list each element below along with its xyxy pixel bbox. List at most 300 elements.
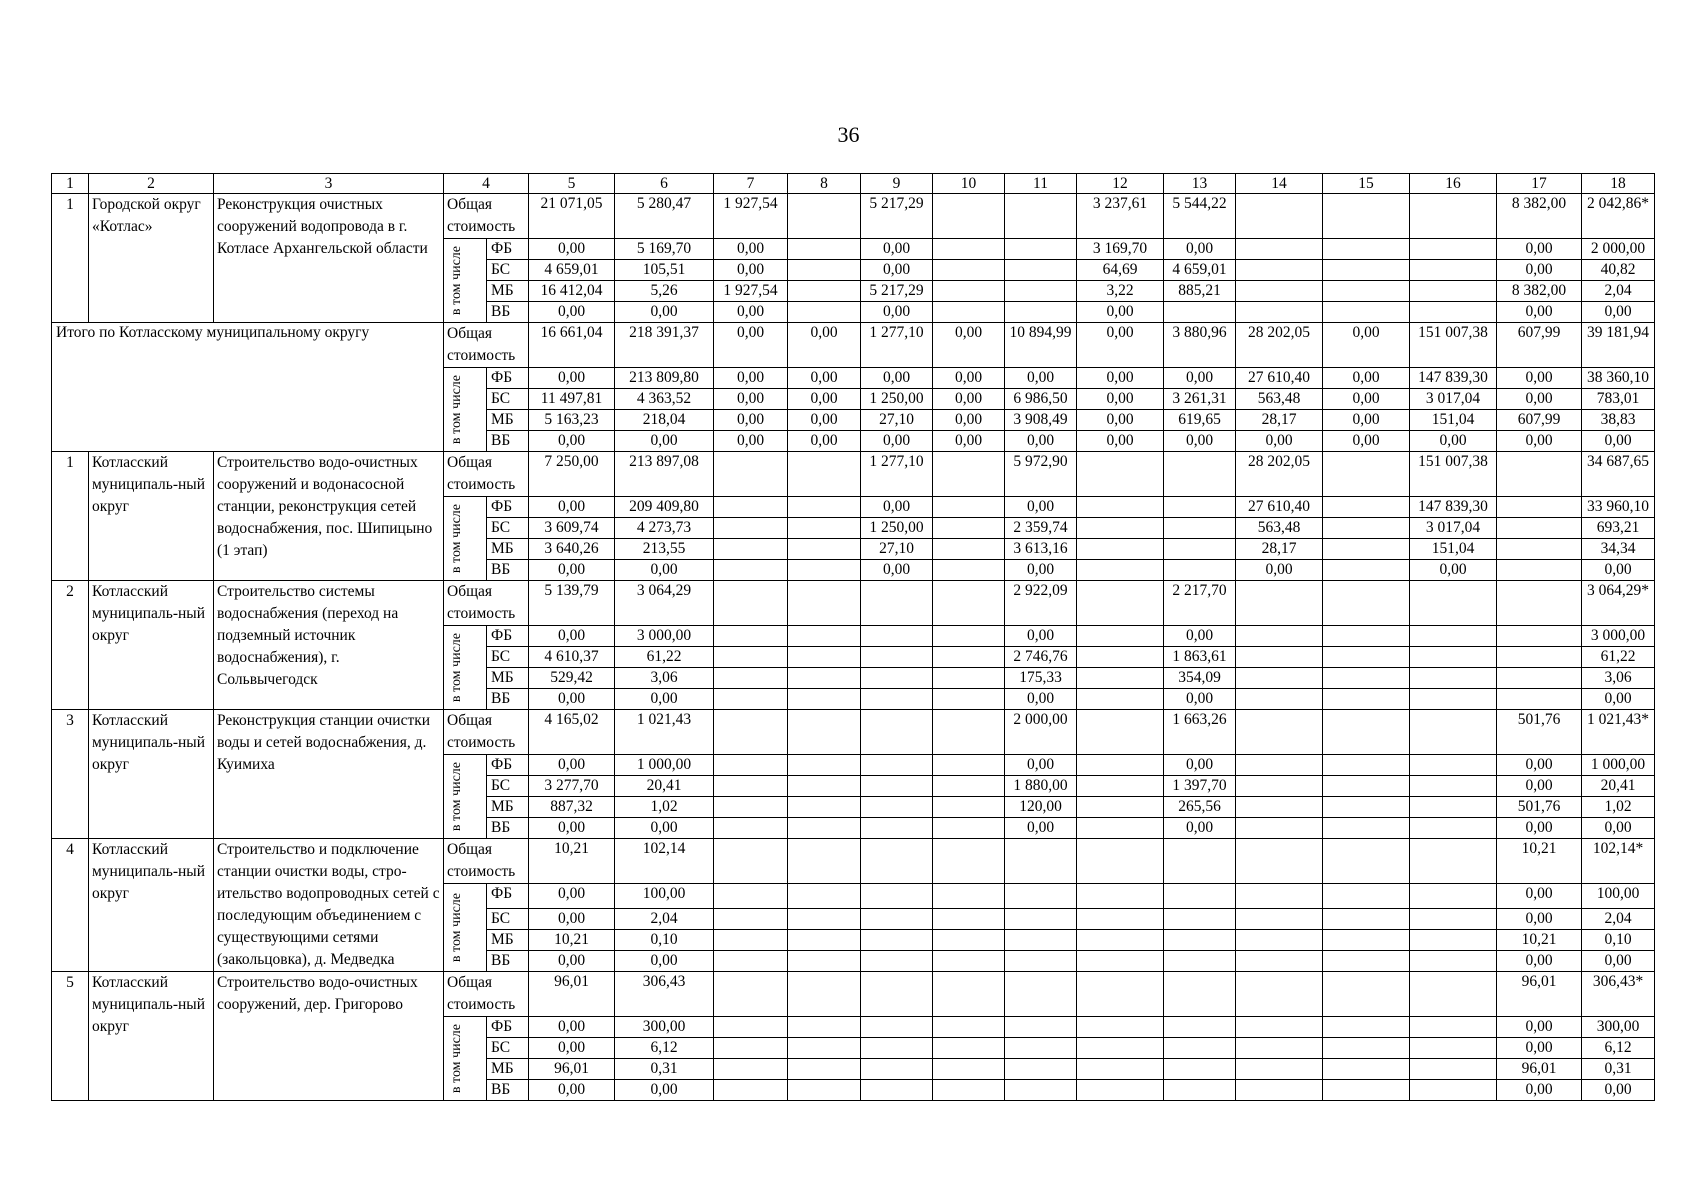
- value-cell: 619,65: [1164, 410, 1236, 431]
- value-cell: 1 397,70: [1164, 776, 1236, 797]
- value-cell: 1 021,43: [615, 710, 714, 755]
- value-cell: 0,10: [1582, 930, 1655, 951]
- value-cell: 5 169,70: [615, 239, 714, 260]
- value-cell: [861, 647, 933, 668]
- value-cell: [1497, 518, 1582, 539]
- funding-source-label: БС: [487, 518, 529, 539]
- value-cell: 27 610,40: [1236, 368, 1323, 389]
- value-cell: [1323, 710, 1410, 755]
- column-header: 8: [788, 174, 861, 194]
- value-cell: 2 922,09: [1005, 581, 1077, 626]
- value-cell: [788, 302, 861, 323]
- block-name: Городской округ «Котлас»: [89, 194, 214, 323]
- value-cell: 0,00: [1005, 560, 1077, 581]
- value-cell: 2 042,86*: [1582, 194, 1655, 239]
- value-cell: [788, 452, 861, 497]
- value-cell: 306,43*: [1582, 972, 1655, 1017]
- value-cell: 0,00: [615, 302, 714, 323]
- value-cell: [1005, 239, 1077, 260]
- value-cell: 120,00: [1005, 797, 1077, 818]
- value-cell: 0,00: [1005, 497, 1077, 518]
- value-cell: 887,32: [529, 797, 615, 818]
- value-cell: 0,00: [714, 302, 788, 323]
- value-cell: [1164, 951, 1236, 972]
- value-cell: [1236, 239, 1323, 260]
- value-cell: 607,99: [1497, 410, 1582, 431]
- total-cost-label: Общая стоимость: [444, 839, 529, 884]
- value-cell: [714, 951, 788, 972]
- value-cell: [1236, 909, 1323, 930]
- value-cell: 1 880,00: [1005, 776, 1077, 797]
- value-cell: 0,00: [1005, 689, 1077, 710]
- column-header: 5: [529, 174, 615, 194]
- value-cell: 0,00: [861, 560, 933, 581]
- value-cell: 0,00: [1582, 560, 1655, 581]
- value-cell: 0,00: [1497, 1038, 1582, 1059]
- value-cell: 0,00: [714, 431, 788, 452]
- value-cell: [1323, 972, 1410, 1017]
- value-cell: 28,17: [1236, 539, 1323, 560]
- value-cell: [1323, 260, 1410, 281]
- value-cell: [1236, 260, 1323, 281]
- value-cell: [1077, 647, 1164, 668]
- block-name: Котласский муниципаль-ный округ: [89, 452, 214, 581]
- funding-source-label: БС: [487, 1038, 529, 1059]
- value-cell: [861, 839, 933, 884]
- including-vertical-label: [444, 755, 487, 839]
- value-cell: [788, 647, 861, 668]
- value-cell: [1323, 539, 1410, 560]
- value-cell: [1323, 909, 1410, 930]
- value-cell: [1323, 452, 1410, 497]
- value-cell: 151 007,38: [1410, 323, 1497, 368]
- value-cell: 0,00: [529, 497, 615, 518]
- value-cell: 151,04: [1410, 410, 1497, 431]
- block-name: Котласский муниципаль-ный округ: [89, 710, 214, 839]
- value-cell: 0,00: [861, 431, 933, 452]
- value-cell: [714, 776, 788, 797]
- value-cell: 1 863,61: [1164, 647, 1236, 668]
- column-header: 16: [1410, 174, 1497, 194]
- value-cell: 102,14*: [1582, 839, 1655, 884]
- value-cell: [1323, 497, 1410, 518]
- value-cell: [1323, 581, 1410, 626]
- value-cell: 0,00: [1582, 689, 1655, 710]
- value-cell: [1236, 951, 1323, 972]
- block-description: Реконструкция станции очистки воды и сетей водоснабжения, д. Куимиха: [214, 710, 444, 839]
- value-cell: 0,00: [1497, 431, 1582, 452]
- value-cell: [1164, 839, 1236, 884]
- value-cell: 0,00: [1077, 302, 1164, 323]
- value-cell: 0,00: [788, 389, 861, 410]
- block-number: 3: [52, 710, 89, 839]
- value-cell: [714, 497, 788, 518]
- value-cell: [1410, 194, 1497, 239]
- value-cell: 64,69: [1077, 260, 1164, 281]
- value-cell: 0,00: [1497, 755, 1582, 776]
- value-cell: 102,14: [615, 839, 714, 884]
- value-cell: [788, 281, 861, 302]
- value-cell: [1236, 302, 1323, 323]
- value-cell: [714, 560, 788, 581]
- value-cell: 5 972,90: [1005, 452, 1077, 497]
- value-cell: [933, 755, 1005, 776]
- value-cell: [1164, 518, 1236, 539]
- total-cost-label: Общая стоимость: [444, 194, 529, 239]
- value-cell: 20,41: [615, 776, 714, 797]
- including-vertical-label: [444, 1017, 487, 1101]
- value-cell: [1497, 539, 1582, 560]
- value-cell: 7 250,00: [529, 452, 615, 497]
- value-cell: [1077, 497, 1164, 518]
- value-cell: 0,00: [1005, 755, 1077, 776]
- value-cell: [933, 668, 1005, 689]
- value-cell: 1 277,10: [861, 323, 933, 368]
- funding-source-label: БС: [487, 776, 529, 797]
- value-cell: 0,00: [933, 410, 1005, 431]
- value-cell: [1410, 884, 1497, 909]
- value-cell: [1077, 539, 1164, 560]
- value-cell: [933, 776, 1005, 797]
- value-cell: [933, 1080, 1005, 1101]
- value-cell: [1005, 1059, 1077, 1080]
- value-cell: [1164, 972, 1236, 1017]
- value-cell: [1497, 647, 1582, 668]
- value-cell: [1077, 626, 1164, 647]
- value-cell: [788, 518, 861, 539]
- value-cell: [1236, 710, 1323, 755]
- value-cell: [1410, 972, 1497, 1017]
- value-cell: 0,00: [615, 951, 714, 972]
- value-cell: 147 839,30: [1410, 497, 1497, 518]
- including-text: в том числе: [449, 1023, 464, 1094]
- value-cell: [1077, 1059, 1164, 1080]
- value-cell: [1236, 668, 1323, 689]
- value-cell: [1164, 1059, 1236, 1080]
- value-cell: [788, 239, 861, 260]
- funding-source-label: ФБ: [487, 884, 529, 909]
- value-cell: [1236, 1017, 1323, 1038]
- value-cell: 218 391,37: [615, 323, 714, 368]
- value-cell: [788, 755, 861, 776]
- value-cell: 0,00: [1164, 368, 1236, 389]
- value-cell: 213,55: [615, 539, 714, 560]
- value-cell: 5,26: [615, 281, 714, 302]
- value-cell: 3 609,74: [529, 518, 615, 539]
- total-cost-label: Общая стоимость: [444, 452, 529, 497]
- block-description: Строительство водо-очистных сооружений, дер. Григорово: [214, 972, 444, 1101]
- value-cell: 3 613,16: [1005, 539, 1077, 560]
- value-cell: [1077, 839, 1164, 884]
- funding-source-label: ВБ: [487, 951, 529, 972]
- value-cell: 0,31: [1582, 1059, 1655, 1080]
- funding-source-label: ВБ: [487, 1080, 529, 1101]
- including-text: в том числе: [449, 892, 464, 963]
- value-cell: [1164, 909, 1236, 930]
- value-cell: 100,00: [1582, 884, 1655, 909]
- value-cell: 0,00: [529, 689, 615, 710]
- value-cell: 96,01: [1497, 972, 1582, 1017]
- block-name: Итого по Котласскому муниципальному округу: [52, 323, 444, 452]
- value-cell: [933, 839, 1005, 884]
- value-cell: 213 809,80: [615, 368, 714, 389]
- value-cell: 10,21: [1497, 839, 1582, 884]
- funding-source-label: МБ: [487, 1059, 529, 1080]
- value-cell: [788, 497, 861, 518]
- value-cell: [1323, 951, 1410, 972]
- value-cell: [714, 647, 788, 668]
- value-cell: 0,00: [1077, 389, 1164, 410]
- value-cell: [1005, 260, 1077, 281]
- total-cost-label: Общая стоимость: [444, 323, 529, 368]
- value-cell: [1323, 1038, 1410, 1059]
- funding-source-label: МБ: [487, 281, 529, 302]
- value-cell: [714, 839, 788, 884]
- value-cell: 2 746,76: [1005, 647, 1077, 668]
- value-cell: 5 217,29: [861, 281, 933, 302]
- value-cell: [1077, 689, 1164, 710]
- funding-source-label: МБ: [487, 410, 529, 431]
- value-cell: 6 986,50: [1005, 389, 1077, 410]
- value-cell: 5 139,79: [529, 581, 615, 626]
- value-cell: 0,00: [615, 818, 714, 839]
- value-cell: [1077, 951, 1164, 972]
- including-vertical-label: [444, 626, 487, 710]
- value-cell: 16 661,04: [529, 323, 615, 368]
- value-cell: 0,00: [529, 1080, 615, 1101]
- value-cell: 96,01: [529, 972, 615, 1017]
- value-cell: [788, 818, 861, 839]
- value-cell: 265,56: [1164, 797, 1236, 818]
- value-cell: 0,00: [529, 302, 615, 323]
- value-cell: 10,21: [529, 930, 615, 951]
- value-cell: [714, 1080, 788, 1101]
- value-cell: 147 839,30: [1410, 368, 1497, 389]
- column-header: 7: [714, 174, 788, 194]
- including-text: в том числе: [449, 503, 464, 574]
- value-cell: 0,00: [1410, 431, 1497, 452]
- value-cell: [1077, 1017, 1164, 1038]
- value-cell: [933, 909, 1005, 930]
- value-cell: [1005, 972, 1077, 1017]
- value-cell: [788, 1080, 861, 1101]
- value-cell: [1077, 581, 1164, 626]
- value-cell: [1497, 452, 1582, 497]
- block-description: Реконструкция очистных сооружений водопровода в г. Котласе Архангельской области: [214, 194, 444, 323]
- value-cell: [714, 668, 788, 689]
- value-cell: [714, 818, 788, 839]
- value-cell: 2,04: [1582, 281, 1655, 302]
- value-cell: [1077, 909, 1164, 930]
- value-cell: 0,00: [529, 626, 615, 647]
- value-cell: [1323, 839, 1410, 884]
- value-cell: [1323, 1017, 1410, 1038]
- funding-source-label: ФБ: [487, 239, 529, 260]
- value-cell: 3 017,04: [1410, 389, 1497, 410]
- value-cell: 0,00: [529, 818, 615, 839]
- value-cell: [933, 689, 1005, 710]
- value-cell: 0,10: [615, 930, 714, 951]
- value-cell: 3 000,00: [615, 626, 714, 647]
- value-cell: 0,00: [1582, 951, 1655, 972]
- value-cell: 0,00: [1497, 368, 1582, 389]
- value-cell: [1005, 281, 1077, 302]
- value-cell: 28 202,05: [1236, 323, 1323, 368]
- value-cell: 0,00: [529, 431, 615, 452]
- value-cell: 0,00: [615, 431, 714, 452]
- value-cell: [1410, 776, 1497, 797]
- value-cell: [1323, 689, 1410, 710]
- value-cell: 8 382,00: [1497, 194, 1582, 239]
- value-cell: 0,00: [615, 689, 714, 710]
- value-cell: 39 181,94: [1582, 323, 1655, 368]
- value-cell: 105,51: [615, 260, 714, 281]
- value-cell: 0,00: [714, 368, 788, 389]
- value-cell: 0,00: [529, 239, 615, 260]
- value-cell: [861, 1059, 933, 1080]
- value-cell: 0,00: [788, 368, 861, 389]
- value-cell: 1 927,54: [714, 281, 788, 302]
- value-cell: [1236, 797, 1323, 818]
- value-cell: 501,76: [1497, 710, 1582, 755]
- value-cell: 2,04: [615, 909, 714, 930]
- value-cell: [714, 755, 788, 776]
- value-cell: 0,00: [933, 368, 1005, 389]
- value-cell: 61,22: [615, 647, 714, 668]
- value-cell: [1323, 776, 1410, 797]
- value-cell: [1164, 452, 1236, 497]
- funding-source-label: ВБ: [487, 431, 529, 452]
- value-cell: [933, 626, 1005, 647]
- value-cell: 27 610,40: [1236, 497, 1323, 518]
- value-cell: 0,00: [1582, 431, 1655, 452]
- value-cell: [1236, 581, 1323, 626]
- value-cell: [1077, 560, 1164, 581]
- value-cell: [1497, 689, 1582, 710]
- value-cell: [1410, 951, 1497, 972]
- value-cell: 693,21: [1582, 518, 1655, 539]
- value-cell: [1410, 797, 1497, 818]
- column-header: 6: [615, 174, 714, 194]
- value-cell: 0,00: [1497, 1080, 1582, 1101]
- value-cell: 3 640,26: [529, 539, 615, 560]
- value-cell: 2 000,00: [1582, 239, 1655, 260]
- value-cell: [1410, 839, 1497, 884]
- value-cell: [1077, 797, 1164, 818]
- value-cell: [1323, 668, 1410, 689]
- value-cell: [714, 1059, 788, 1080]
- value-cell: 3 277,70: [529, 776, 615, 797]
- value-cell: [861, 626, 933, 647]
- value-cell: [1236, 1038, 1323, 1059]
- value-cell: 0,00: [529, 755, 615, 776]
- value-cell: 3 908,49: [1005, 410, 1077, 431]
- value-cell: 0,00: [861, 302, 933, 323]
- value-cell: [1410, 818, 1497, 839]
- value-cell: [714, 1017, 788, 1038]
- value-cell: 529,42: [529, 668, 615, 689]
- value-cell: [1236, 626, 1323, 647]
- value-cell: [1005, 1038, 1077, 1059]
- value-cell: 0,00: [933, 431, 1005, 452]
- value-cell: 1 927,54: [714, 194, 788, 239]
- value-cell: [1410, 930, 1497, 951]
- value-cell: [788, 560, 861, 581]
- value-cell: 0,00: [1323, 410, 1410, 431]
- block-number: 1: [52, 452, 89, 581]
- value-cell: [1164, 1080, 1236, 1101]
- funding-source-label: БС: [487, 389, 529, 410]
- value-cell: [1236, 972, 1323, 1017]
- value-cell: 300,00: [615, 1017, 714, 1038]
- value-cell: 5 544,22: [1164, 194, 1236, 239]
- value-cell: [861, 884, 933, 909]
- value-cell: 0,00: [714, 389, 788, 410]
- block-number: 1: [52, 194, 89, 323]
- value-cell: 0,00: [1497, 389, 1582, 410]
- value-cell: [1005, 884, 1077, 909]
- value-cell: [1236, 930, 1323, 951]
- value-cell: [1323, 194, 1410, 239]
- value-cell: 20,41: [1582, 776, 1655, 797]
- column-header: 4: [444, 174, 529, 194]
- including-text: в том числе: [449, 632, 464, 703]
- value-cell: 0,00: [1077, 410, 1164, 431]
- value-cell: 151 007,38: [1410, 452, 1497, 497]
- value-cell: [861, 797, 933, 818]
- value-cell: 0,00: [529, 560, 615, 581]
- value-cell: [788, 1038, 861, 1059]
- including-vertical-label: [444, 884, 487, 972]
- header-row: [52, 174, 1655, 194]
- value-cell: 0,00: [1582, 818, 1655, 839]
- value-cell: [714, 797, 788, 818]
- value-cell: [1410, 909, 1497, 930]
- value-cell: 28,17: [1236, 410, 1323, 431]
- value-cell: 213 897,08: [615, 452, 714, 497]
- value-cell: 33 960,10: [1582, 497, 1655, 518]
- value-cell: [1497, 668, 1582, 689]
- value-cell: [933, 497, 1005, 518]
- value-cell: [1410, 281, 1497, 302]
- value-cell: [1323, 1059, 1410, 1080]
- value-cell: [714, 518, 788, 539]
- total-cost-label: Общая стоимость: [444, 710, 529, 755]
- column-header: 11: [1005, 174, 1077, 194]
- value-cell: [788, 884, 861, 909]
- block-name: Котласский муниципаль-ный округ: [89, 839, 214, 972]
- column-header: 18: [1582, 174, 1655, 194]
- value-cell: 0,00: [1164, 239, 1236, 260]
- value-cell: [1497, 497, 1582, 518]
- value-cell: 0,00: [861, 260, 933, 281]
- value-cell: 151,04: [1410, 539, 1497, 560]
- value-cell: [1005, 1080, 1077, 1101]
- value-cell: [933, 647, 1005, 668]
- block-name: Котласский муниципаль-ный округ: [89, 972, 214, 1101]
- value-cell: 0,00: [529, 368, 615, 389]
- value-cell: [788, 689, 861, 710]
- value-cell: 0,00: [861, 497, 933, 518]
- value-cell: [1410, 626, 1497, 647]
- value-cell: 10,21: [1497, 930, 1582, 951]
- value-cell: [1005, 909, 1077, 930]
- value-cell: [933, 951, 1005, 972]
- value-cell: [1497, 581, 1582, 626]
- value-cell: 0,00: [861, 368, 933, 389]
- value-cell: 0,00: [933, 389, 1005, 410]
- value-cell: [1323, 518, 1410, 539]
